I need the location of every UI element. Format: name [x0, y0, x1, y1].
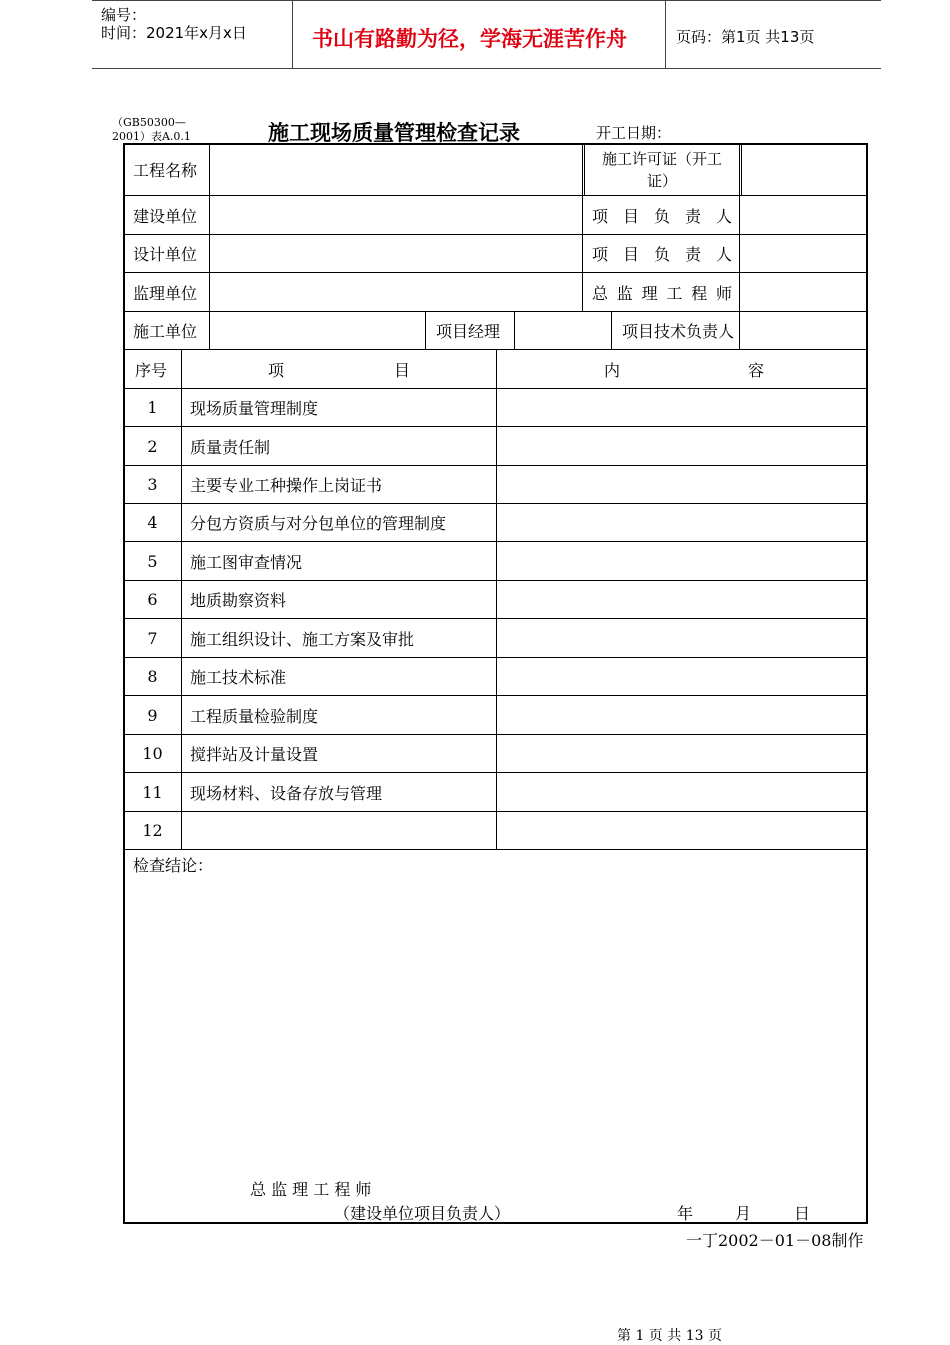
item-name: 施工组织设计、施工方案及审批 [190, 629, 415, 649]
item-no: 4 [147, 513, 158, 532]
col-rule [496, 349, 497, 849]
col-rule [181, 349, 182, 849]
col-rule [209, 143, 210, 349]
item-name: 施工技术标准 [190, 668, 287, 687]
tech-lead-label: 项目技术负责人 [622, 322, 735, 341]
item-name: 分包方资质与对分包单位的管理制度 [190, 514, 447, 533]
item-no: 7 [147, 628, 158, 648]
date-year: 年 [677, 1204, 694, 1223]
header-top-rule [92, 0, 881, 1]
project-leader-label [592, 196, 732, 234]
item-no: 3 [147, 475, 158, 494]
spaced-char: 责 [684, 245, 701, 264]
header-bottom-rule [92, 68, 881, 69]
spaced-char: 理 [641, 283, 658, 303]
form-title: 施工现场质量管理检查记录 [268, 120, 520, 145]
item-name: 质量责任制 [190, 437, 271, 457]
permit-label: 施工许可证（开工证） [601, 150, 722, 190]
col-rule [741, 143, 742, 195]
col-rule [584, 143, 585, 195]
project-manager-label: 项目经理 [436, 322, 501, 341]
start-date-label: 开工日期： [596, 124, 672, 142]
item-no: 8 [147, 667, 158, 686]
item-no: 2 [147, 436, 158, 456]
item-name: 现场质量管理制度 [190, 399, 319, 418]
page-info: 页码：第1页 共13页 [676, 28, 815, 46]
col-rule [425, 311, 426, 349]
item-name: 工程质量检验制度 [190, 706, 319, 726]
time-label: 时间：2021年x月x日 [101, 24, 247, 42]
item-no: 10 [142, 744, 163, 763]
date-month: 月 [735, 1204, 752, 1223]
row-rule [123, 849, 868, 850]
spaced-char: 内 [604, 360, 621, 380]
project-leader-label [592, 235, 732, 272]
spaced-char: 责 [684, 206, 701, 226]
spaced-char: 容 [747, 360, 764, 380]
header-divider [292, 0, 293, 68]
spaced-char: 人 [715, 245, 732, 264]
item-no: 5 [147, 551, 158, 571]
standard-code-line2: 2001）表A.0.1 [112, 130, 191, 143]
col-rule [582, 143, 583, 311]
item-name: 现场材料、设备存放与管理 [190, 783, 383, 803]
date-day: 日 [794, 1204, 811, 1223]
item-no: 12 [142, 821, 163, 840]
item-name: 搅拌站及计量设置 [190, 745, 319, 764]
row-rule [123, 234, 868, 235]
header-slogan: 书山有路勤为径，学海无涯苦作舟 [312, 27, 627, 51]
construction-unit-label: 建设单位 [133, 206, 198, 226]
spaced-char: 总 [592, 283, 609, 303]
col-rule [514, 311, 515, 349]
spaced-char: 程 [691, 283, 708, 303]
project-name-label: 工程名称 [133, 160, 198, 180]
col-header-no: 序号 [135, 360, 168, 380]
builder-unit-label: 施工单位 [133, 322, 198, 341]
item-name: 地质勘察资料 [190, 591, 287, 610]
spaced-char: 项 [592, 245, 609, 264]
page-footer: 第 1 页 共 13 页 [617, 1328, 722, 1344]
col-header-content [604, 350, 764, 388]
col-rule [611, 311, 612, 349]
item-name: 施工图审查情况 [190, 552, 303, 572]
builder-rep-signature: （建设单位项目负责人） [334, 1204, 511, 1223]
conclusion-label: 检查结论： [133, 855, 214, 875]
col-rule [739, 143, 740, 349]
spaced-char: 目 [622, 245, 639, 264]
spaced-char: 目 [622, 206, 639, 226]
spaced-char: 工 [666, 283, 683, 303]
serial-label: 编号： [101, 6, 147, 24]
chief-supervisor-label [592, 273, 732, 311]
item-no: 9 [147, 705, 158, 725]
supervision-unit-label: 监理单位 [133, 283, 198, 303]
spaced-char: 目 [393, 360, 410, 380]
header-divider [665, 0, 666, 68]
spaced-char: 项 [592, 206, 609, 226]
spaced-char: 项 [268, 360, 285, 380]
design-unit-label: 设计单位 [133, 245, 198, 264]
spaced-char: 负 [653, 245, 670, 264]
row-rule [123, 195, 868, 196]
made-note: 一丁2002－01－08制作 [686, 1231, 864, 1250]
item-no: 6 [147, 590, 158, 609]
chief-supervisor-signature: 总 监 理 工 程 师 [250, 1180, 372, 1199]
row-rule [123, 272, 868, 273]
spaced-char: 监 [616, 283, 633, 303]
item-no: 11 [142, 782, 163, 802]
item-name: 主要专业工种操作上岗证书 [190, 476, 383, 495]
item-no: 1 [147, 398, 158, 417]
standard-code-line1: （GB50300— [112, 116, 186, 129]
spaced-char: 负 [653, 206, 670, 226]
col-header-item [268, 350, 410, 388]
spaced-char: 人 [715, 206, 732, 226]
spaced-char: 师 [715, 283, 732, 303]
